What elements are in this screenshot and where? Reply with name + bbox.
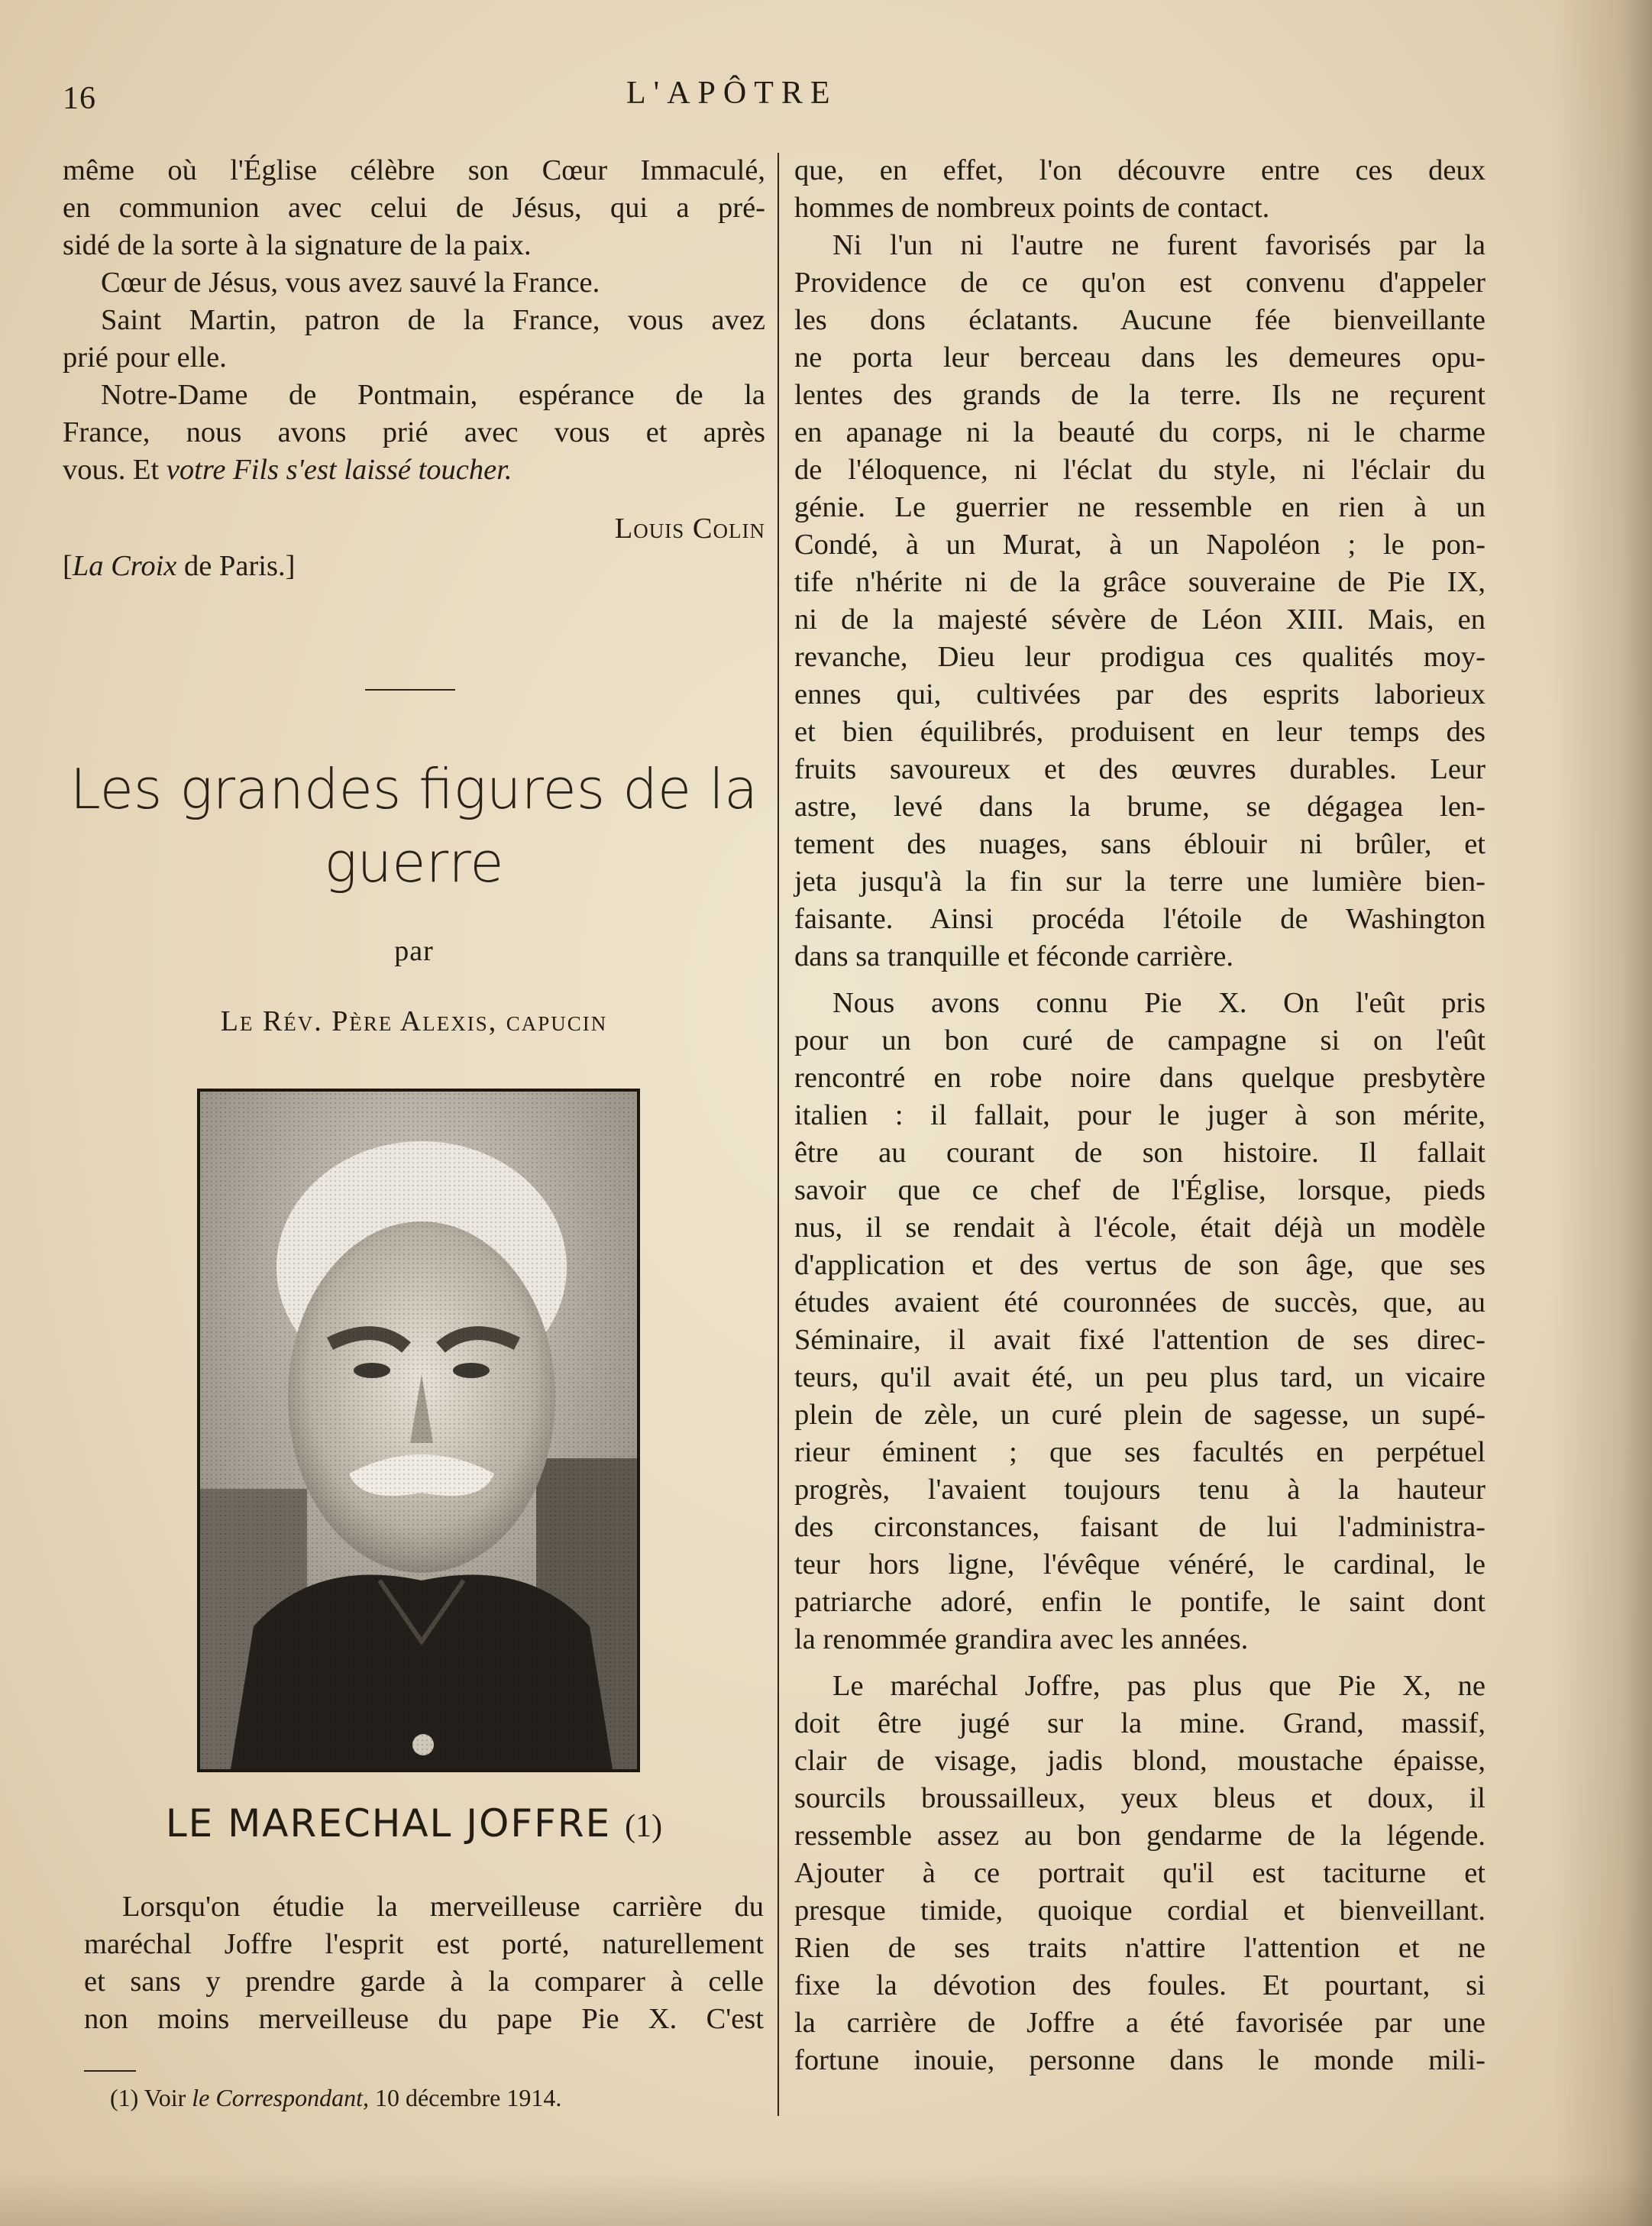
text-line: que, en effet, l'on découvre entre ces deux [794,154,1486,186]
text-line: teurs, qu'il avait été, un peu plus tard, un vicaire [794,1361,1486,1393]
text-line: nus, il se rendait à l'école, était déjà un modèle [794,1212,1486,1244]
text-line: et bien équilibrés, produisent en leur temps des [794,716,1486,748]
text-line: fortune inouie, personne dans le monde mili- [794,2044,1486,2076]
text-line: Séminaire, il avait fixé l'attention de ses direc- [794,1324,1486,1356]
running-head: L'APÔTRE [626,76,838,111]
text-line: ressemble assez au bon gendarme de la légende. [794,1820,1486,1852]
column-rule [778,153,779,2116]
article-intro [84,1888,764,2038]
article-title [63,752,765,899]
text-line: être au courant de son histoire. Il fallait [794,1137,1486,1169]
text-line: des circonstances, faisant de lui l'administra- [794,1511,1486,1543]
text-line: Ni l'un ni l'autre ne furent favorisés par la [832,229,1486,261]
footnote-italic: le Correspondant, [192,2084,369,2111]
text-line: hommes de nombreux points de contact. [794,192,1270,224]
section-title [63,1801,765,1846]
text-line: italien : il fallait, pour le juger à son mérite, [794,1099,1486,1131]
footnote-start: (1) Voir [110,2084,192,2111]
text-line: presque timide, quoique cordial et bienveillant. [794,1894,1486,1927]
source-bracket: [ [63,550,73,582]
text-line: savoir que ce chef de l'Église, lorsque, pieds [794,1174,1486,1206]
text-line: sourcils broussailleux, yeux bleus et doux, il [794,1782,1486,1814]
source-rest: de Paris.] [176,550,296,582]
text-line: teur hors ligne, l'évêque vénéré, le cardinal, le [794,1548,1486,1581]
text-line: ne porta leur berceau dans les demeures opu- [794,341,1486,374]
footnote-ref: (1) [625,1809,663,1844]
text-line: fruits savoureux et des œuvres durables. Leur [794,753,1486,785]
text-line: lentes des grands de la terre. Ils ne reçurent [794,379,1486,411]
italic-quote: votre Fils s'est laissé toucher. [166,454,512,486]
text-line: clair de visage, jadis blond, moustache épaisse, [794,1745,1486,1777]
text-line: même où l'Église célèbre son Cœur Immaculé, [63,154,765,186]
text-line: sidé de la sorte à la signature de la paix. [63,229,532,261]
text-line: Lorsqu'on étudie la merveilleuse carrière du [122,1891,764,1923]
text-line: en apanage ni la beauté du corps, ni le charme [794,416,1486,448]
paragraph [794,152,1486,227]
author-name: Le Rév. Père Alexis, capucin [220,1005,608,1037]
text-line: les dons éclatants. Aucune fée bienveillante [794,304,1486,336]
text-line: rencontré en robe noire dans quelque presbytère [794,1062,1486,1094]
section-divider [365,689,455,691]
footnote-rule [84,2070,136,2072]
text-line: ennes qui, cultivées par des esprits laborieux [794,678,1486,710]
page-number: 16 [63,81,96,116]
paragraph [794,985,1486,1658]
text-line: Ajouter à ce portrait qu'il est taciturne et [794,1857,1486,1889]
text-line: Condé, à un Murat, à un Napoléon ; le pon- [794,529,1486,561]
text-line: rieur éminent ; que ses facultés en perpétuel [794,1436,1486,1468]
text-line: Saint Martin, patron de la France, vous avez [101,304,765,336]
text-line: Rien de ses traits n'attire l'attention et ne [794,1932,1486,1964]
previous-article-end [63,152,765,585]
text-line: génie. Le guerrier ne ressemble en rien à un [794,491,1486,523]
text-line-start: vous. Et [63,454,166,486]
text-line: fixe la dévotion des foules. Et pourtant, si [794,1969,1486,2001]
text-line: la carrière de Joffre a été favorisée par une [794,2007,1486,2039]
source-line [63,548,765,585]
text-line: pour un bon curé de campagne si on l'eût [794,1024,1486,1056]
paragraph [794,1668,1486,2079]
portrait-photo [197,1089,640,1772]
page-shadow-bottom [0,2173,1652,2226]
text-line: Cœur de Jésus, vous avez sauvé la France. [101,267,600,299]
text-line: de l'éloquence, ni l'éclat du style, ni l'éclair du [794,454,1486,486]
text-line: ni de la majesté sévère de Léon XIII. Mais, en [794,603,1486,636]
source-italic: La Croix [72,550,177,582]
text-line: revanche, Dieu leur prodigua ces qualités moy- [794,641,1486,673]
text-line: tement des nuages, sans éblouir ni brûler, et [794,828,1486,860]
text-line [63,451,765,489]
text-line: tife n'hérite ni de la grâce souveraine de Pie IX, [794,566,1486,598]
text-line: Notre-Dame de Pontmain, espérance de la [101,379,765,411]
text-line: Nous avons connu Pie X. On l'eût pris [832,987,1486,1019]
right-column [794,152,1486,2079]
text-line: et sans y prendre garde à la comparer à celle [84,1966,764,1998]
text-line: patriarche adoré, enfin le pontife, le saint dont [794,1586,1486,1618]
signature: Louis Colin [614,513,765,545]
text-line: prié pour elle. [63,341,227,374]
text-line: jeta jusqu'à la fin sur la terre une lumière bien- [794,865,1486,898]
text-line: France, nous avons prié avec vous et après [63,416,765,448]
text-line: non moins merveilleuse du pape Pie X. C'est [84,2003,764,2035]
section-title-text: LE MARECHAL JOFFRE [165,1801,612,1846]
article-title-line: guerre [324,830,504,895]
text-line: la renommée grandira avec les années. [794,1623,1249,1655]
text-line: dans sa tranquille et féconde carrière. [794,940,1234,972]
text-line: en communion avec celui de Jésus, qui a pré- [63,192,765,224]
text-line: progrès, l'avaient toujours tenu à la hauteur [794,1474,1486,1506]
footnote-end: 10 décembre 1914. [368,2084,562,2111]
paragraph [794,227,1486,975]
text-line: doit être jugé sur la mine. Grand, massif, [794,1707,1486,1739]
text-line: Le maréchal Joffre, pas plus que Pie X, ne [832,1670,1486,1702]
text-line: Providence de ce qu'on est convenu d'appeler [794,267,1486,299]
text-line: maréchal Joffre l'esprit est porté, naturellement [84,1928,764,1960]
text-line: d'application et des vertus de son âge, que ses [794,1249,1486,1281]
page-shadow [1553,0,1652,2226]
text-line: études avaient été couronnées de succès, que, au [794,1286,1486,1318]
text-line: astre, levé dans la brume, se dégagea len- [794,791,1486,823]
byline-par: par [394,935,434,967]
text-line: faisante. Ainsi procéda l'étoile de Washington [794,903,1486,935]
article-title-line: Les grandes figures de la [70,757,758,821]
text-line: plein de zèle, un curé plein de sagesse, un supé- [794,1399,1486,1431]
footnote [110,2084,561,2112]
